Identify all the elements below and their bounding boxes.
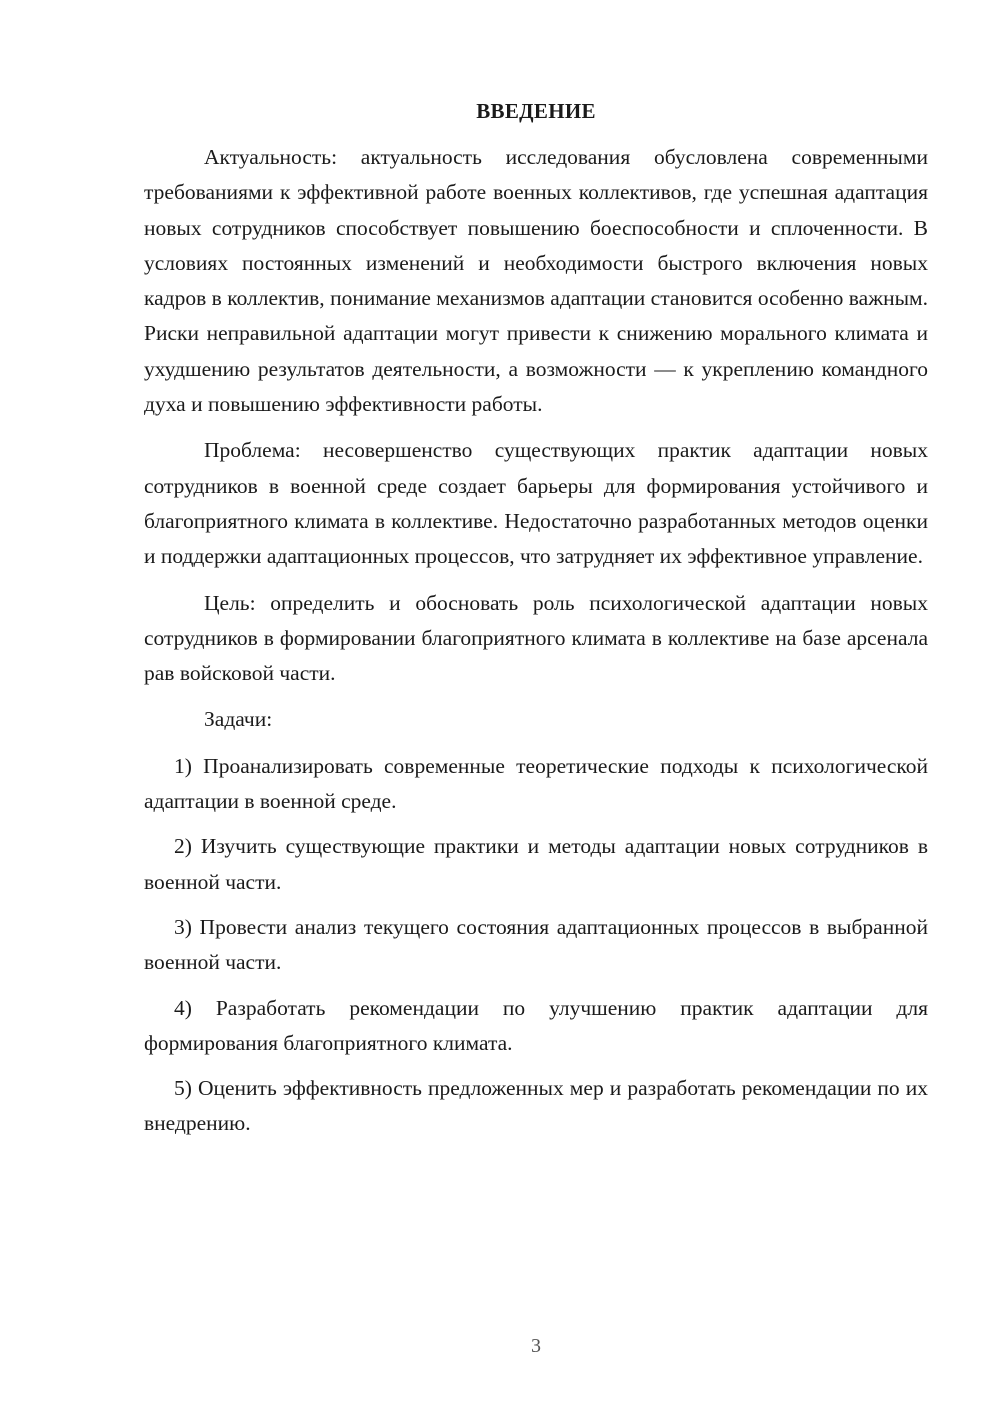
page-number: 3 bbox=[531, 1335, 541, 1357]
list-item: 2) Изучить существующие практики и методы адаптации новых сотрудников в военной части. bbox=[144, 834, 928, 894]
page-content bbox=[144, 96, 928, 1152]
tasks-list bbox=[144, 749, 928, 1142]
paragraph-tasks-label: Задачи: bbox=[204, 707, 273, 732]
section-heading: ВВЕДЕНИЕ bbox=[476, 99, 596, 123]
list-item: 3) Провести анализ текущего состояния адаптационных процессов в выбранной военной части. bbox=[144, 914, 928, 975]
paragraph-relevance: Актуальность: актуальность исследования обусловлена современными требованиями к эффективной работе военных коллективов, где успешная адаптация новых сотрудников способствует повышению боеспособности и сплоченности. В условиях постоянных изменений и необходимости быстрого включения новых кадров в коллектив, понимание механизмов адаптации становится особенно важным. Риски неправильной адаптации могут привести к снижению морального климата и ухудшению результатов деятельности, а возможности — к укреплению командного духа и повышению эффективности работы. bbox=[144, 145, 928, 417]
list-item: 4) Разработать рекомендации по улучшению практик адаптации для формирования благоприятного климата. bbox=[144, 995, 928, 1055]
list-item: 1) Проанализировать современные теоретические подходы к психологической адаптации в военной среде. bbox=[144, 753, 928, 814]
paragraph-goal: Цель: определить и обосновать роль психологической адаптации новых сотрудников в формировании благоприятного климата в коллективе на базе арсенала рав войсковой части. bbox=[144, 590, 928, 686]
list-item: 5) Оценить эффективность предложенных мер и разработать рекомендации по их внедрению. bbox=[144, 1076, 928, 1136]
paragraph-problem: Проблема: несовершенство существующих практик адаптации новых сотрудников в военной среде создает барьеры для формирования устойчивого и благоприятного климата в коллективе. Недостаточно разработанных методов оценки и поддержки адаптационных процессов, что затрудняет их эффективное управление. bbox=[144, 438, 928, 569]
